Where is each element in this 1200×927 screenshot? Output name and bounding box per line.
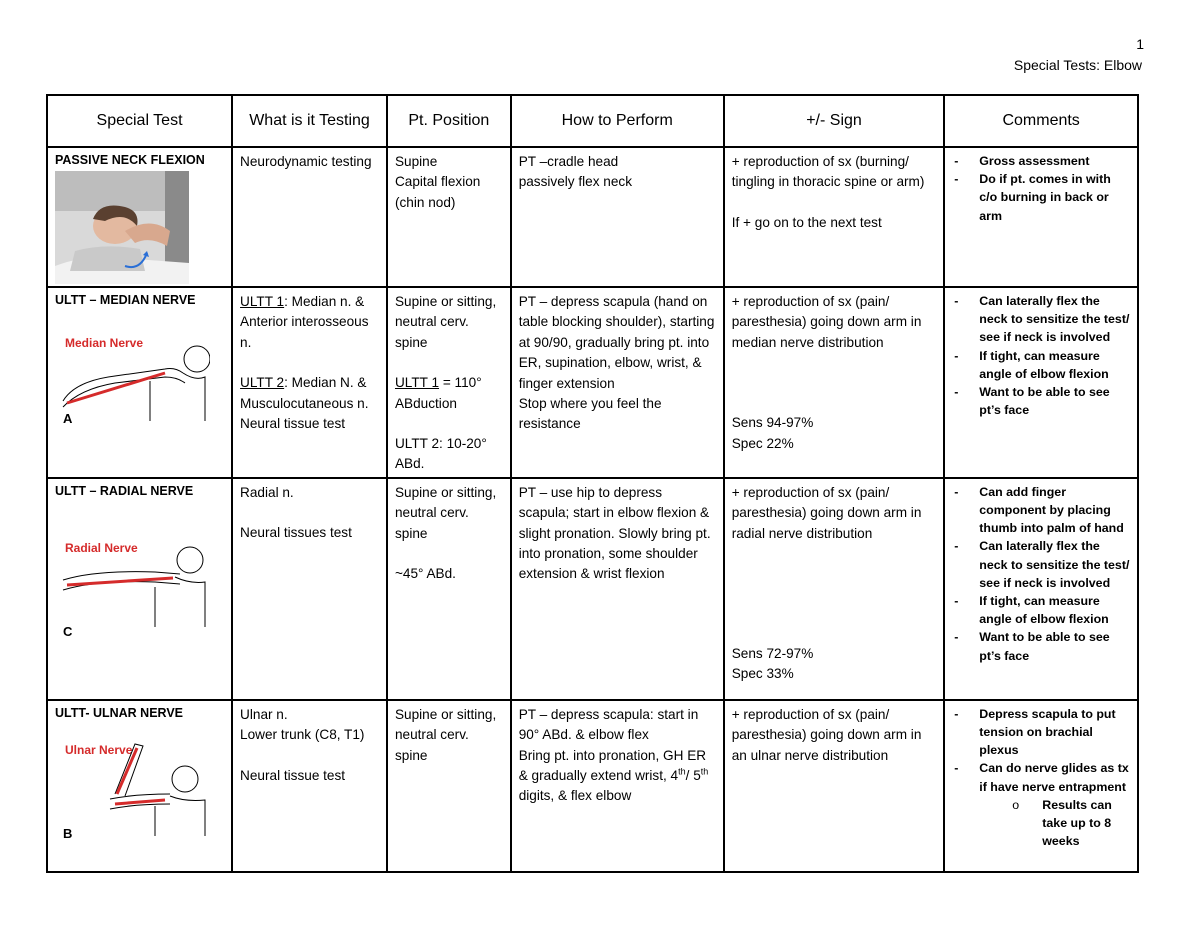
table-row [47,700,1138,872]
ultt2-label: ULTT 2 [240,375,285,391]
position-text: Supine or sitting, neutral cerv. spine [394,706,497,763]
sensitivity: Sens 72-97% [731,646,814,662]
testing-line: Radial n. [240,484,294,500]
perform-line: Stop where you feel the resistance [518,396,662,432]
page-number: 1 [1136,36,1144,52]
perform-cell [511,478,724,700]
position-line: Capital flexion (chin nod) [394,174,481,210]
sign-cell [724,147,945,287]
column-header: Special Test [47,95,232,147]
testing-text: : Median N. & Musculocutaneous n. [240,375,369,411]
test-name: ULTT – MEDIAN NERVE [55,293,196,307]
column-header: What is it Testing [232,95,387,147]
test-cell [47,287,232,478]
testing-cell [232,287,387,478]
comments-cell [944,147,1138,287]
ultt1-position-label: ULTT 1 [394,375,440,391]
comment-item: - Can do nerve glides as tx if have nerve entrapment [952,759,1130,795]
sign-cell [724,287,945,478]
perform-line: Bring pt. into pronation, GH ER & gradually extend wrist, 4th/ 5th digits, & flex elbow [518,747,709,804]
perform-line: PT –cradle head [518,154,619,169]
perform-cell [511,147,724,287]
column-header: How to Perform [511,95,724,147]
perform-cell [511,287,724,478]
image-letter: B [63,825,73,841]
position-cell [387,147,511,287]
test-name: PASSIVE NECK FLEXION [55,153,205,167]
image-letter: C [63,623,73,639]
test-cell [47,478,232,700]
perform-line: passively flex neck [518,174,633,190]
specificity: Spec 22% [731,435,794,451]
testing-text: Neural tissue test [240,416,346,432]
test-cell [47,700,232,872]
radial-nerve-illustration [55,502,210,652]
position-cell [387,700,511,872]
position-text: Supine or sitting, neutral cerv. spine [394,484,497,541]
comment-item: - Gross assessment [952,152,1130,170]
perform-line: PT – depress scapula: start in 90° ABd. & elbow flex [518,706,699,743]
comment-item: - Can laterally flex the neck to sensitize the test/ see if neck is involved [952,292,1130,347]
sign-text: + reproduction of sx (pain/ paresthesia) going down arm in radial nerve distribution [731,484,922,541]
position-text: ULTT 2: 10-20° ABd. [394,436,487,472]
comment-item: - Do if pt. comes in with c/o burning in back or arm [952,170,1130,225]
position-line: Supine [394,154,438,169]
neck-flexion-photo [55,171,189,284]
image-label: Ulnar Nerve [65,742,133,757]
comment-item: - Can laterally flex the neck to sensitize the test/ see if neck is involved [952,537,1130,592]
testing-text: Neurodynamic testing [240,154,372,169]
sign-cell [724,478,945,700]
special-tests-table [46,94,1139,873]
median-nerve-illustration [55,311,210,431]
image-label: Median Nerve [65,336,144,350]
testing-line: Lower trunk (C8, T1) [240,727,365,743]
table-row [47,287,1138,478]
position-cell [387,287,511,478]
page-header: Special Tests: Elbow [1013,57,1142,73]
testing-cell [232,147,387,287]
testing-line: Neural tissues test [240,525,352,541]
test-name: ULTT- ULNAR NERVE [55,705,184,720]
position-text: Supine or sitting, neutral cerv. spine [394,294,497,350]
testing-line: Ulnar n. [240,706,288,722]
comment-item: - Want to be able to see pt’s face [952,383,1130,419]
sign-text: + reproduction of sx (pain/ paresthesia) going down arm in median nerve distribution [731,294,922,350]
ulnar-nerve-illustration [55,724,210,844]
perform-line: PT – depress scapula (hand on table blocking shoulder), starting at 90/90, gradually bring pt. into ER, supination, elbow, wrist, & finger extension [518,294,715,391]
comment-item: - Depress scapula to put tension on brachial plexus [952,705,1130,760]
testing-cell [232,700,387,872]
test-name: ULTT – RADIAL NERVE [55,483,194,498]
ultt1-label: ULTT 1 [240,294,285,309]
table-row [47,478,1138,700]
comment-item: - Can add finger component by placing thumb into palm of hand [952,483,1130,538]
perform-text: PT – use hip to depress scapula; start in elbow flexion & slight pronation. Slowly bring pt. into pronation, some shoulder extension & wrist flexion [518,484,711,582]
position-cell [387,478,511,700]
comments-cell [944,700,1138,872]
sign-line: + reproduction of sx (burning/ tingling in thoracic spine or arm) [731,154,925,190]
sign-cell [724,700,945,872]
position-text: = 110° ABduction [394,375,482,411]
specificity: Spec 33% [731,666,794,682]
perform-cell [511,700,724,872]
column-header: Comments [944,95,1138,147]
position-text: ~45° ABd. [394,566,456,582]
test-cell [47,147,232,287]
comment-item: - Want to be able to see pt’s face [952,628,1130,664]
comment-item: - If tight, can measure angle of elbow flexion [952,347,1130,383]
sign-line: If + go on to the next test [731,214,882,230]
column-header: Pt. Position [387,95,511,147]
column-header: +/- Sign [724,95,945,147]
image-letter: A [63,411,73,426]
sign-text: + reproduction of sx (pain/ paresthesia) going down arm in an ulnar nerve distribution [731,706,922,763]
comment-item: - If tight, can measure angle of elbow flexion [952,592,1130,628]
comments-cell [944,478,1138,700]
testing-cell [232,478,387,700]
testing-line: Neural tissue test [240,767,346,783]
sub-comment-item: o Results can take up to 8 weeks [952,796,1130,851]
table-row [47,147,1138,287]
header-row [47,95,1138,147]
testing-text: : Median n. & Anterior interosseous n. [240,294,369,350]
sensitivity: Sens 94-97% [731,415,814,431]
image-label: Radial Nerve [65,540,138,555]
comments-cell [944,287,1138,478]
